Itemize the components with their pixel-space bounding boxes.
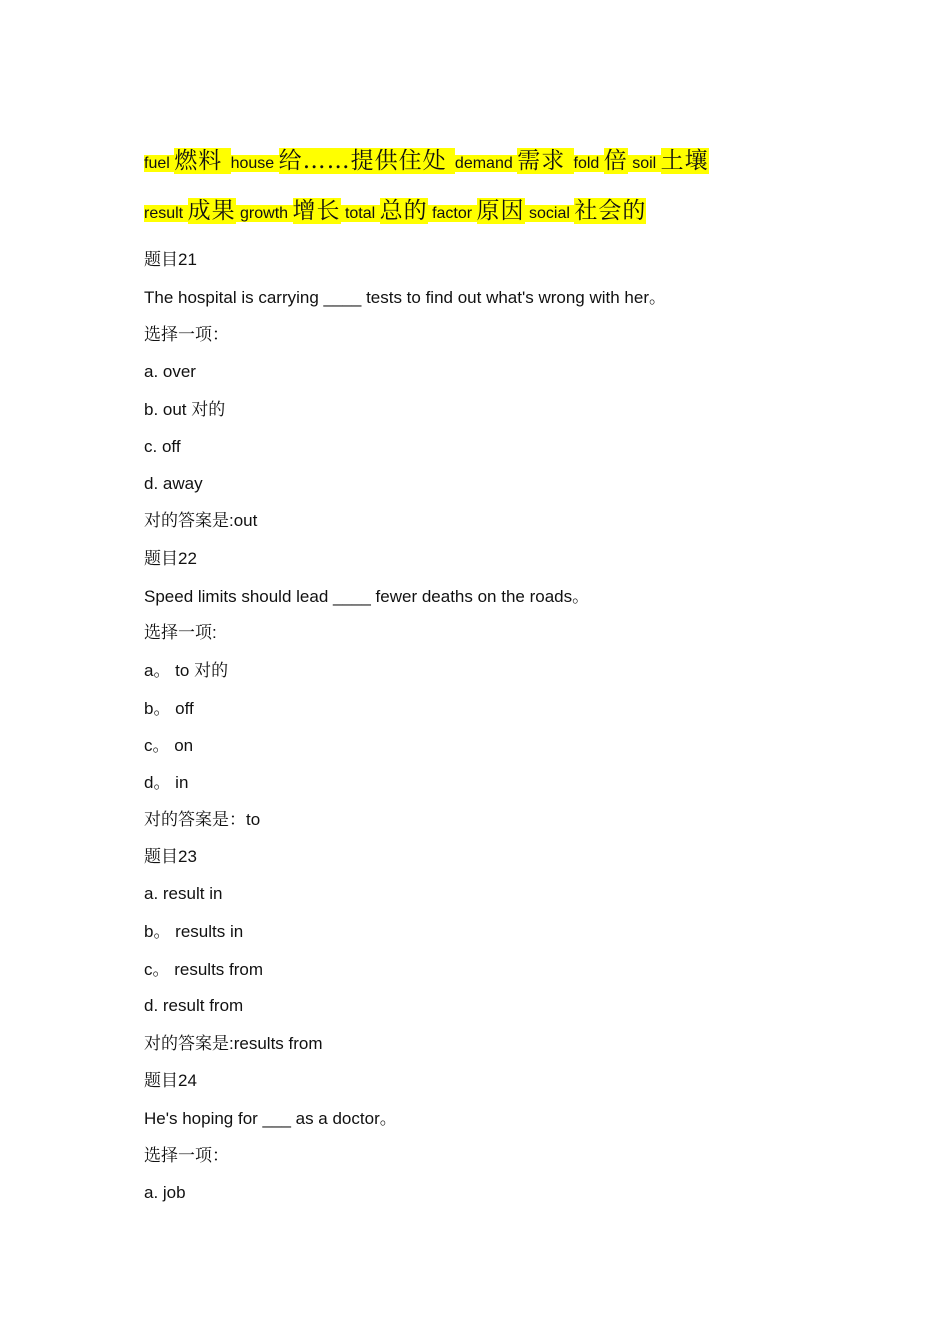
choose-one-label: 选择一项： [144, 325, 229, 344]
vocab-en: result [144, 205, 188, 222]
vocab-en: total [340, 205, 380, 222]
vocab-zh: 土壤 [660, 148, 709, 174]
vocab-zh: 社会的 [574, 198, 647, 224]
choose-one-label: 选择一项： [144, 1146, 229, 1165]
question-number: 题目24 [144, 1071, 197, 1090]
question-text: The hospital is carrying ____ tests to find out what's wrong with her。 [144, 288, 667, 307]
option-b: b。 results in [144, 922, 244, 941]
option-d: d。 in [144, 773, 189, 792]
question-number: 题目21 [144, 250, 197, 269]
vocab-zh: 给……提供住处 [278, 148, 455, 174]
question-number: 题目22 [144, 549, 197, 568]
vocabulary-line-2 [144, 196, 646, 229]
vocab-en: social [524, 205, 575, 222]
option-a: a。 to 对的 [144, 661, 229, 680]
option-d: d. away [144, 474, 203, 493]
vocab-zh: 燃料 [174, 148, 231, 174]
vocab-en: soil [627, 155, 661, 172]
question-text: He's hoping for ___ as a doctor。 [144, 1109, 397, 1128]
vocab-en: fold [573, 155, 604, 172]
question-number: 题目23 [144, 847, 197, 866]
option-a: a. job [144, 1183, 186, 1202]
option-b: b. out 对的 [144, 400, 226, 419]
vocab-en: growth [235, 205, 293, 222]
vocab-zh: 倍 [603, 148, 628, 174]
question-text: Speed limits should lead ____ fewer deaths on the roads。 [144, 587, 590, 606]
vocab-en: demand [454, 155, 518, 172]
vocab-zh: 增长 [292, 198, 341, 224]
vocab-en: factor [427, 205, 477, 222]
option-c: c。 results from [144, 960, 264, 979]
option-b: b。 off [144, 699, 194, 718]
vocab-zh: 总的 [379, 198, 428, 224]
vocab-zh: 原因 [476, 198, 525, 224]
option-a: a. over [144, 362, 196, 381]
vocab-zh: 成果 [187, 198, 236, 224]
choose-one-label: 选择一项: [144, 623, 217, 642]
correct-answer: 对的答案是：to [144, 810, 261, 829]
correct-answer: 对的答案是:out [144, 511, 258, 530]
option-a: a. result in [144, 884, 223, 903]
vocab-en: house [230, 155, 279, 172]
vocab-zh: 需求 [517, 148, 574, 174]
vocabulary-line-1 [144, 146, 709, 179]
option-c: c. off [144, 437, 181, 456]
option-d: d. result from [144, 996, 244, 1015]
correct-answer: 对的答案是:results from [144, 1034, 323, 1053]
option-c: c。 on [144, 736, 194, 755]
vocab-en: fuel [144, 155, 175, 172]
